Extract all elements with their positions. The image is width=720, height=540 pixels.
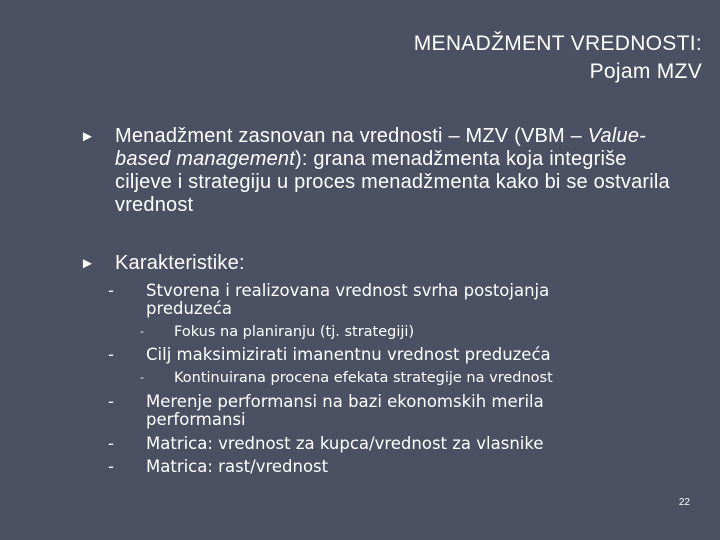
definition-text-italic: Value-based management bbox=[115, 125, 647, 170]
dash-marker: - bbox=[140, 371, 144, 384]
dash-marker: - bbox=[108, 434, 114, 453]
page-number: 22 bbox=[678, 497, 690, 508]
sub-item-text: Matrica: vrednost za kupca/vrednost za vlasnike bbox=[146, 434, 544, 453]
sub-item-text: Cilj maksimizirati imanentnu vrednost preduzeća bbox=[146, 345, 551, 364]
slide-title-line-1: MENADŽMENT VREDNOSTI: bbox=[413, 32, 702, 55]
dash-marker: - bbox=[140, 325, 144, 338]
sub-sub-item-text: Kontinuirana procena efekata strategije na vrednost bbox=[174, 370, 553, 386]
definition-text-part-2: ): grana menadžmenta koja integriše ciljeve i strategiju u proces menadžmenta kako bi se ostvarila vrednost bbox=[115, 148, 670, 216]
sub-sub-item-text: Fokus na planiranju (tj. strategiji) bbox=[174, 324, 415, 340]
triangle-bullet-icon: ► bbox=[80, 128, 96, 145]
dash-marker: - bbox=[108, 281, 114, 300]
dash-marker: - bbox=[108, 457, 114, 476]
sub-item-text: Stvorena i realizovana vrednost svrha postojanja preduzeća bbox=[146, 281, 550, 318]
slide-title-line-2: Pojam MZV bbox=[589, 60, 702, 83]
bullet-definition-text bbox=[115, 125, 670, 217]
definition-text-part-1: Menadžment zasnovan na vrednosti – MZV (VBM – bbox=[115, 125, 588, 147]
bullet-characteristics-text: Karakteristike: bbox=[115, 252, 245, 274]
sub-item-text: Merenje performansi na bazi ekonomskih merila performansi bbox=[146, 392, 544, 429]
slide-title bbox=[202, 30, 702, 86]
dash-marker: - bbox=[108, 392, 114, 411]
triangle-bullet-icon: ► bbox=[80, 255, 96, 272]
dash-marker: - bbox=[108, 345, 114, 364]
sub-item-text: Matrica: rast/vrednost bbox=[146, 457, 329, 476]
